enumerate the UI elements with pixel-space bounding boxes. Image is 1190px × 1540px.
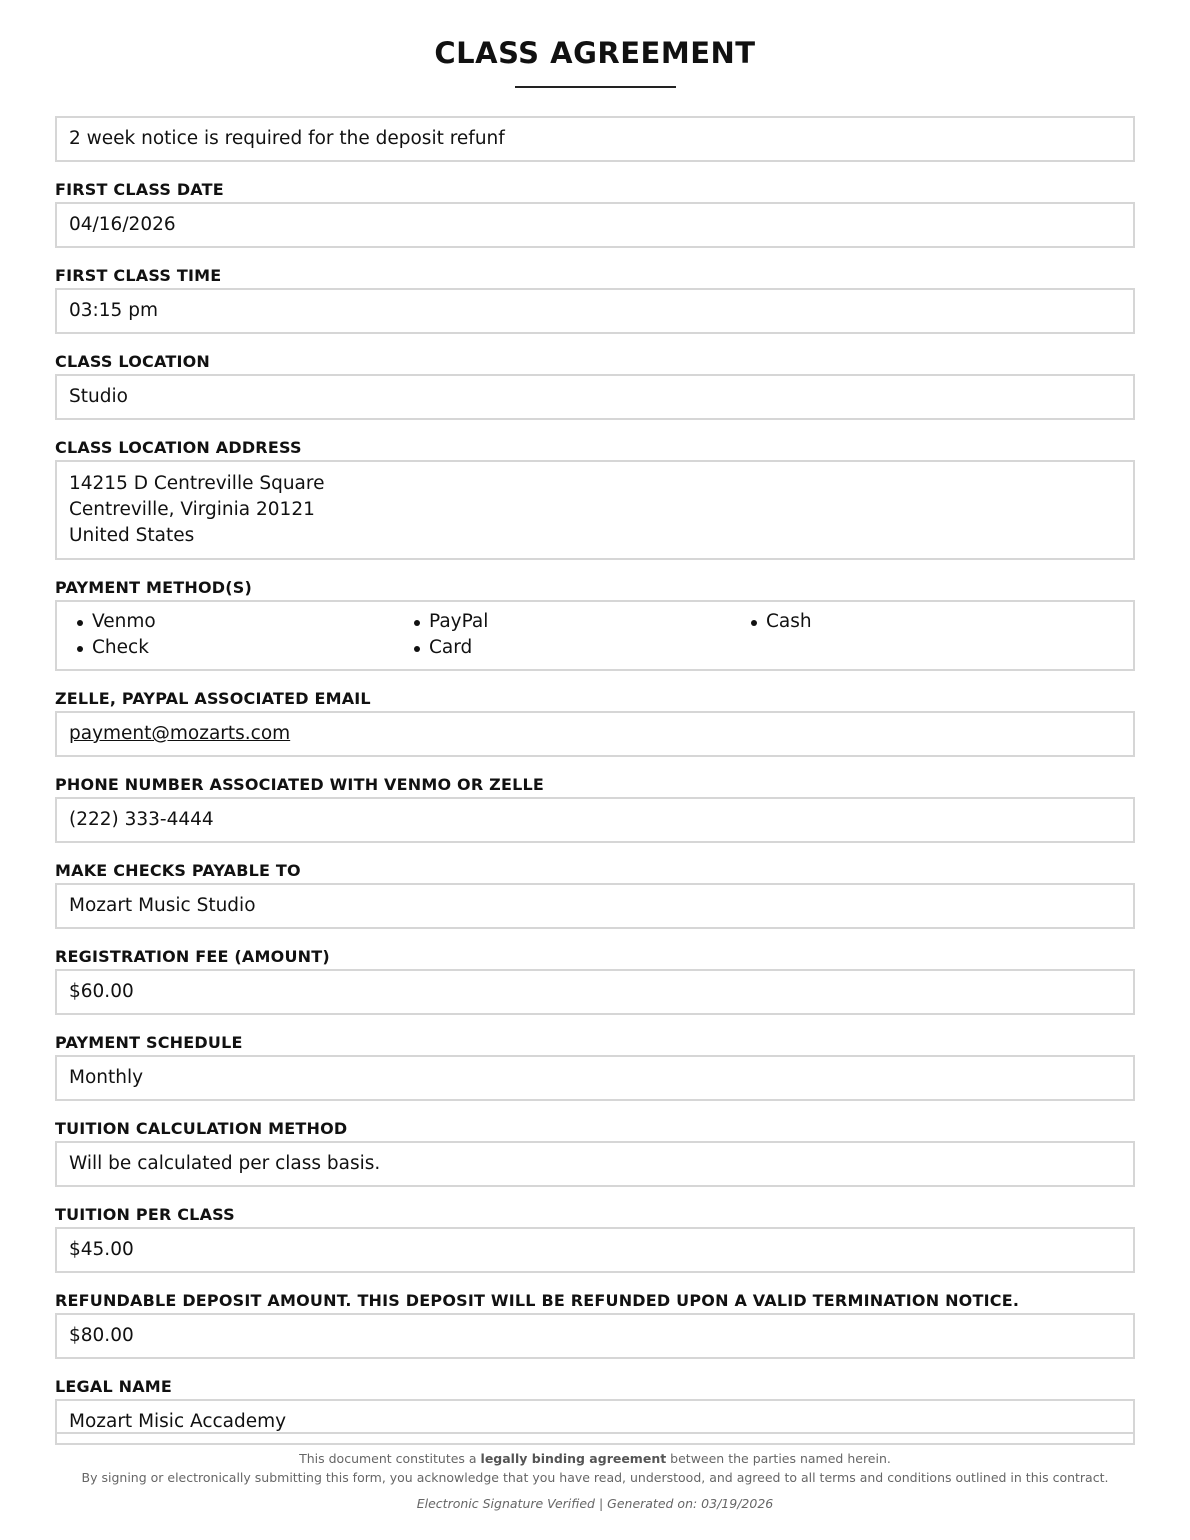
class-location-value: Studio: [55, 374, 1135, 420]
tuition-per-class-field: [55, 1204, 1135, 1273]
legal-name-field: [55, 1376, 1135, 1445]
footer-legal-statement: [0, 1451, 1190, 1466]
tuition-method-field: [55, 1118, 1135, 1187]
checks-payable-field: [55, 860, 1135, 929]
email-field: [55, 688, 1135, 757]
address-line-3: United States: [69, 525, 195, 546]
first-class-time-label: FIRST CLASS TIME: [55, 266, 222, 285]
tuition-per-class-label: TUITION PER CLASS: [55, 1205, 235, 1224]
registration-fee-label: REGISTRATION FEE (AMOUNT): [55, 947, 330, 966]
notice-field: [55, 116, 1135, 162]
phone-field: [55, 774, 1135, 843]
payment-schedule-value: Monthly: [55, 1055, 1135, 1101]
email-box: [55, 711, 1135, 757]
first-class-date-label: FIRST CLASS DATE: [55, 180, 224, 199]
payment-method-item: Card: [414, 635, 751, 661]
class-location-address-field: [55, 437, 1135, 560]
payment-schedule-field: [55, 1032, 1135, 1101]
class-location-address-value: [55, 460, 1135, 560]
checks-payable-value: Mozart Music Studio: [55, 883, 1135, 929]
legal-name-value: Mozart Misic Accademy: [55, 1399, 1135, 1445]
payment-methods-field: [55, 577, 1135, 671]
footer-line1-pre: This document constitutes a: [299, 1451, 481, 1466]
first-class-time-field: [55, 265, 1135, 334]
footer-line1-post: between the parties named herein.: [666, 1451, 891, 1466]
payment-methods-list: [55, 600, 1135, 671]
registration-fee-field: [55, 946, 1135, 1015]
footer-divider: [55, 1432, 1135, 1434]
document-title: CLASS AGREEMENT: [434, 36, 756, 70]
agreement-form: [55, 116, 1135, 1462]
class-location-field: [55, 351, 1135, 420]
deposit-value: $80.00: [55, 1313, 1135, 1359]
title-underline: [515, 86, 676, 88]
payment-method-item: Cash: [751, 609, 1088, 635]
tuition-method-label: TUITION CALCULATION METHOD: [55, 1119, 348, 1138]
phone-label: PHONE NUMBER ASSOCIATED WITH VENMO OR ZELLE: [55, 775, 544, 794]
deposit-label: REFUNDABLE DEPOSIT AMOUNT. THIS DEPOSIT WILL BE REFUNDED UPON A VALID TERMINATION NOTICE.: [55, 1291, 1020, 1310]
footer-acknowledgement: By signing or electronically submitting this form, you acknowledge that you have read, understood, and agreed to all terms and conditions outlined in this contract.: [81, 1470, 1109, 1485]
class-location-label: CLASS LOCATION: [55, 352, 210, 371]
payment-method-item: PayPal: [414, 609, 751, 635]
email-label: ZELLE, PAYPAL ASSOCIATED EMAIL: [55, 689, 371, 708]
class-location-address-label: CLASS LOCATION ADDRESS: [55, 438, 302, 457]
payment-method-item: Venmo: [77, 609, 414, 635]
first-class-date-field: [55, 179, 1135, 248]
payment-method-item: Check: [77, 635, 414, 661]
phone-value: (222) 333-4444: [55, 797, 1135, 843]
address-line-2: Centreville, Virginia 20121: [69, 499, 315, 520]
notice-box: 2 week notice is required for the deposit refunf: [55, 116, 1135, 162]
registration-fee-value: $60.00: [55, 969, 1135, 1015]
email-link[interactable]: payment@mozarts.com: [69, 723, 291, 744]
checks-payable-label: MAKE CHECKS PAYABLE TO: [55, 861, 301, 880]
footer-line1-bold: legally binding agreement: [480, 1451, 667, 1466]
tuition-method-value: Will be calculated per class basis.: [55, 1141, 1135, 1187]
payment-methods-label: PAYMENT METHOD(S): [55, 578, 253, 597]
deposit-field: [55, 1290, 1135, 1359]
legal-name-label: LEGAL NAME: [55, 1377, 173, 1396]
address-line-1: 14215 D Centreville Square: [69, 473, 325, 494]
first-class-date-value: 04/16/2026: [55, 202, 1135, 248]
payment-schedule-label: PAYMENT SCHEDULE: [55, 1033, 243, 1052]
tuition-per-class-value: $45.00: [55, 1227, 1135, 1273]
first-class-time-value: 03:15 pm: [55, 288, 1135, 334]
footer-signature-verified: Electronic Signature Verified | Generated on: 03/19/2026: [416, 1496, 774, 1511]
